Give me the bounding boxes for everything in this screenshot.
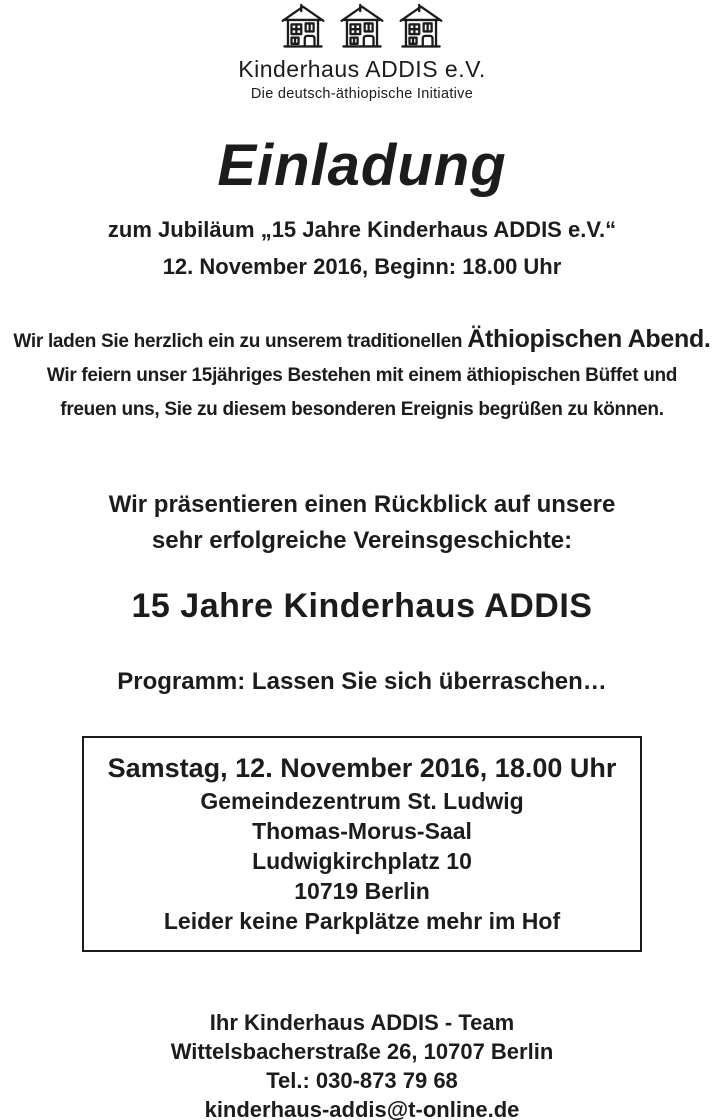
venue-city: 10719 Berlin — [294, 878, 430, 904]
presentation-line1: Wir präsentieren einen Rückblick auf unsere — [108, 491, 616, 518]
house-icon — [398, 3, 444, 51]
intro-line1-emphasis: Äthiopischen Abend. — [467, 325, 711, 353]
jubilee-line: zum Jubiläum „15 Jahre Kinderhaus ADDIS e.V.“ — [107, 217, 617, 242]
program-line: Programm: Lassen Sie sich überraschen… — [117, 668, 607, 695]
presentation-line2: sehr erfolgreiche Vereinsgeschichte: — [151, 527, 573, 554]
venue-street: Ludwigkirchplatz 10 — [252, 848, 472, 874]
venue-box — [82, 736, 642, 952]
house-icon — [280, 3, 326, 51]
contact-footer — [0, 1008, 724, 1120]
footer-team: Ihr Kinderhaus ADDIS - Team — [209, 1010, 515, 1035]
intro-line2: Wir feiern unser 15jähriges Bestehen mit einem äthiopischen Büffet und — [46, 365, 678, 386]
footer-phone: Tel.: 030-873 79 68 — [266, 1068, 458, 1093]
invitation-title: Einladung — [217, 133, 507, 198]
three-houses-icon — [0, 0, 724, 53]
footer-email: kinderhaus-addis@t-online.de — [204, 1097, 520, 1120]
venue-datetime: Samstag, 12. November 2016, 18.00 Uhr — [107, 753, 617, 783]
presentation-heading — [0, 487, 724, 559]
intro-line1 — [0, 322, 724, 359]
logo-subtitle: Die deutsch-äthiopische Initiative — [250, 86, 474, 102]
logo — [0, 0, 724, 102]
intro-line1-regular: Wir laden Sie herzlich ein zu unserem traditionellen — [13, 331, 468, 352]
venue-hall: Thomas-Morus-Saal — [252, 818, 472, 844]
house-icon — [339, 3, 385, 51]
footer-address: Wittelsbacherstraße 26, 10707 Berlin — [170, 1039, 554, 1064]
intro-paragraph — [0, 322, 724, 427]
logo-title: Kinderhaus ADDIS e.V. — [238, 56, 486, 82]
venue-parking-note: Leider keine Parkplätze mehr im Hof — [163, 908, 561, 934]
date-time-line: 12. November 2016, Beginn: 18.00 Uhr — [162, 254, 562, 279]
intro-line3: freuen uns, Sie zu diesem besonderen Ereignis begrüßen zu können. — [60, 399, 664, 420]
venue-name: Gemeindezentrum St. Ludwig — [200, 788, 524, 814]
anniversary-title: 15 Jahre Kinderhaus ADDIS — [131, 587, 593, 625]
